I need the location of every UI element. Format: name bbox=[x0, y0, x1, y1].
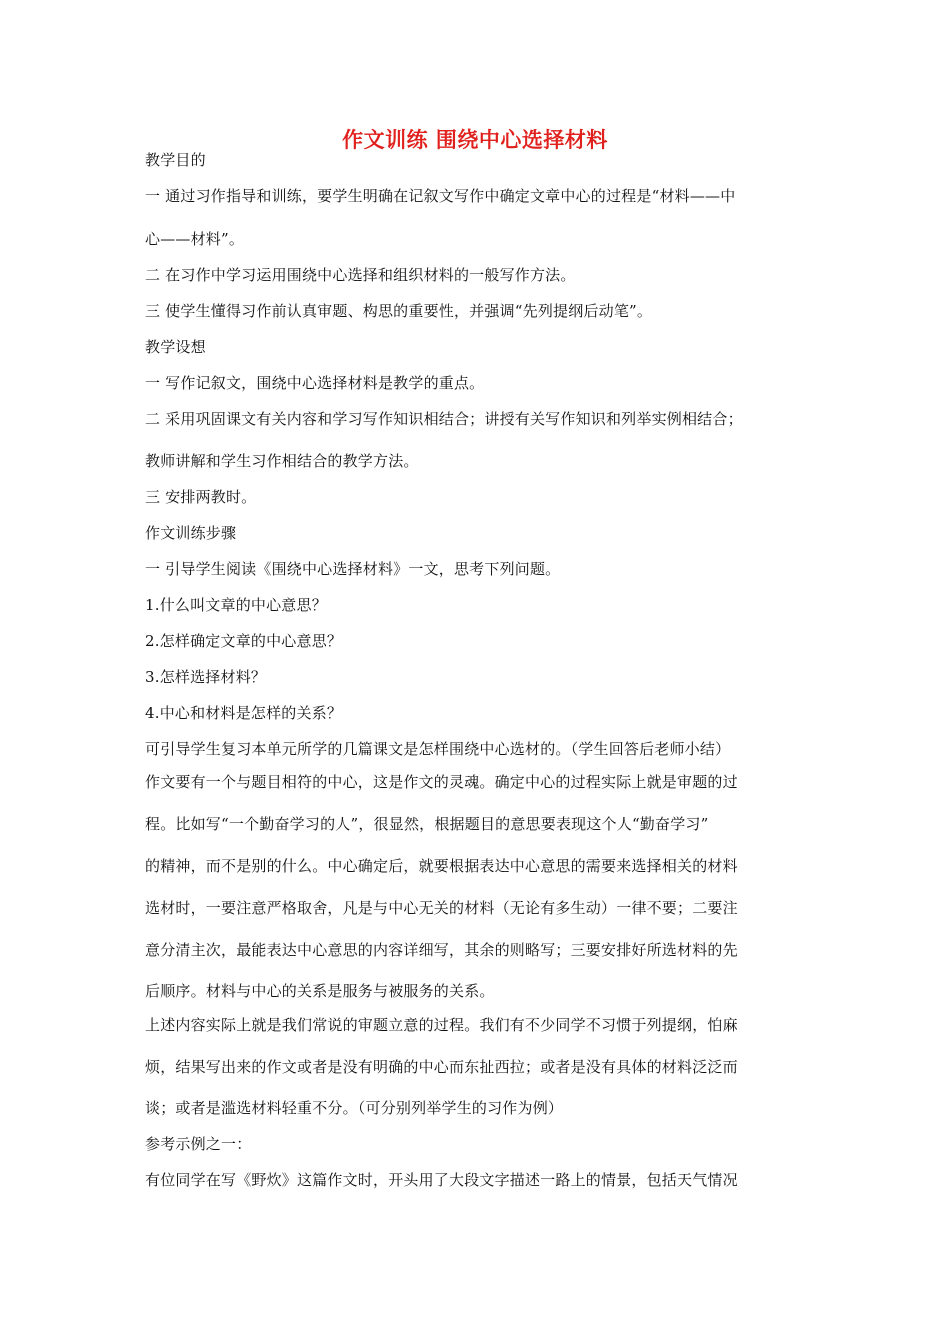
question-item: 2.怎样确定文章的中心意思？ bbox=[145, 632, 343, 650]
text-line: 教师讲解和学生习作相结合的教学方法。 bbox=[145, 452, 419, 470]
text-line: 谈；或者是滥选材料轻重不分。（可分别列举学生的习作为例） bbox=[145, 1099, 564, 1117]
question-item: 4.中心和材料是怎样的关系？ bbox=[145, 704, 343, 722]
text-line: 参考示例之一： bbox=[145, 1135, 252, 1153]
heading-training-steps: 作文训练步骤 bbox=[145, 524, 237, 542]
text-line: 有位同学在写《野炊》这篇作文时，开头用了大段文字描述一路上的情景，包括天气情况 bbox=[145, 1171, 738, 1189]
text-line: 二 在习作中学习运用围绕中心选择和组织材料的一般写作方法。 bbox=[145, 266, 576, 284]
text-line: 三 安排两教时。 bbox=[145, 488, 257, 506]
text-line: 后顺序。材料与中心的关系是服务与被服务的关系。 bbox=[145, 982, 495, 1000]
document-title: 作文训练 围绕中心选择材料 bbox=[342, 128, 608, 152]
text-line: 心——材料”。 bbox=[145, 230, 245, 248]
text-line: 的精神，而不是别的什么。中心确定后，就要根据表达中心意思的需要来选择相关的材料 bbox=[145, 857, 738, 875]
text-line: 一 引导学生阅读《围绕中心选择材料》一文，思考下列问题。 bbox=[145, 560, 561, 578]
heading-teaching-plan: 教学设想 bbox=[145, 338, 206, 356]
text-line: 烦，结果写出来的作文或者是没有明确的中心而东扯西拉；或者是没有具体的材料泛泛而 bbox=[145, 1058, 738, 1076]
text-line: 一 写作记叙文，围绕中心选择材料是教学的重点。 bbox=[145, 374, 485, 392]
text-line: 作文要有一个与题目相符的中心，这是作文的灵魂。确定中心的过程实际上就是审题的过 bbox=[145, 773, 738, 791]
question-item: 3.怎样选择材料？ bbox=[145, 668, 267, 686]
text-line: 二 采用巩固课文有关内容和学习写作知识相结合；讲授有关写作知识和列举实例相结合； bbox=[145, 410, 743, 428]
text-line: 程。比如写“一个勤奋学习的人”，很显然，根据题目的意思要表现这个人“勤奋学习” bbox=[145, 815, 709, 833]
heading-teaching-goals: 教学目的 bbox=[145, 151, 206, 169]
question-item: 1.什么叫文章的中心意思？ bbox=[145, 596, 327, 614]
text-line: 可引导学生复习本单元所学的几篇课文是怎样围绕中心选材的。（学生回答后老师小结） bbox=[145, 740, 731, 758]
text-line: 选材时，一要注意严格取舍，凡是与中心无关的材料（无论有多生动）一律不要；二要注 bbox=[145, 899, 738, 917]
text-line: 上述内容实际上就是我们常说的审题立意的过程。我们有不少同学不习惯于列提纲，怕麻 bbox=[145, 1016, 738, 1034]
text-line: 三 使学生懂得习作前认真审题、构思的重要性，并强调“先列提纲后动笔”。 bbox=[145, 302, 653, 320]
text-line: 一 通过习作指导和训练，要学生明确在记叙文写作中确定文章中心的过程是“材料——中 bbox=[145, 187, 736, 205]
text-line: 意分清主次，最能表达中心意思的内容详细写，其余的则略写；三要安排好所选材料的先 bbox=[145, 941, 738, 959]
